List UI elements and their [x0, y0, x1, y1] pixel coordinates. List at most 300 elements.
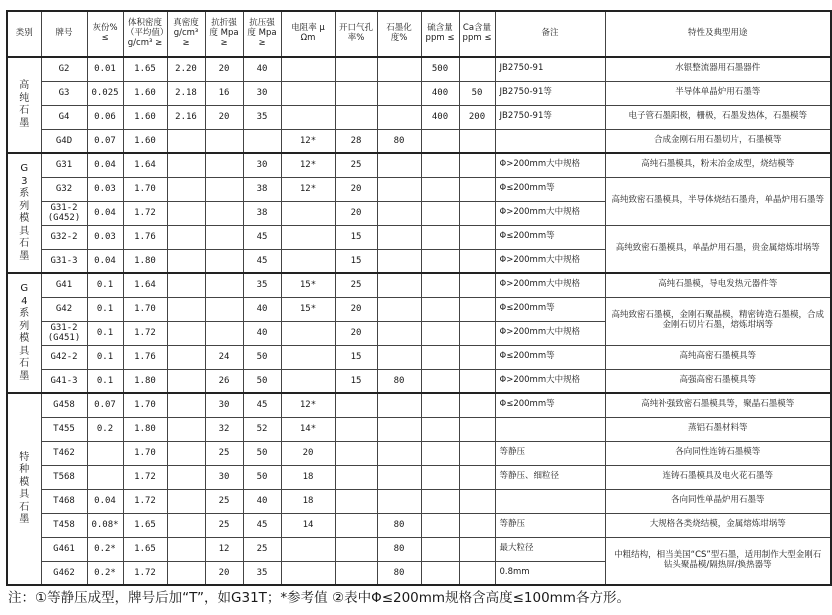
cell-true: [167, 465, 205, 489]
cell-bulk: 1.72: [123, 561, 167, 585]
cell-bulk: 1.65: [123, 537, 167, 561]
cell-ash: 0.04: [87, 153, 123, 177]
cell-graph: [377, 249, 421, 273]
cell-remark: Φ≤200mm等: [495, 225, 605, 249]
cell-grade: G461: [41, 537, 87, 561]
cell-graph: 80: [377, 369, 421, 393]
cell-res: [281, 321, 335, 345]
table-row: [7, 393, 831, 417]
cell-por: [335, 513, 377, 537]
cell-comp: 45: [243, 513, 281, 537]
cell-remark: JB2750-91等: [495, 81, 605, 105]
cell-bulk: 1.70: [123, 177, 167, 201]
cell-res: 18: [281, 489, 335, 513]
cell-por: 25: [335, 273, 377, 297]
cell-ca: 200: [459, 105, 495, 129]
header-true-density: 真密度 g/cm³ ≥: [167, 11, 205, 57]
cell-grade: T468: [41, 489, 87, 513]
cell-s: [421, 537, 459, 561]
cell-comp: 45: [243, 225, 281, 249]
cell-comp: [243, 129, 281, 153]
cell-por: 28: [335, 129, 377, 153]
cell-ash: 0.07: [87, 129, 123, 153]
cell-res: [281, 201, 335, 225]
cell-res: [281, 561, 335, 585]
cell-bulk: 1.72: [123, 489, 167, 513]
cell-s: [421, 273, 459, 297]
cell-res: 12*: [281, 177, 335, 201]
cell-graph: [377, 57, 421, 81]
cell-res: [281, 249, 335, 273]
table-body: [7, 57, 831, 585]
cell-grade: G2: [41, 57, 87, 81]
header-flexural-strength: 抗折强度 Mpa ≥: [205, 11, 243, 57]
table-row: [7, 513, 831, 537]
cell-true: [167, 441, 205, 465]
cell-flex: [205, 129, 243, 153]
cell-flex: 32: [205, 417, 243, 441]
cell-res: 15*: [281, 297, 335, 321]
cell-comp: 50: [243, 441, 281, 465]
cell-flex: [205, 177, 243, 201]
header-ash: 灰份% ≤: [87, 11, 123, 57]
cell-comp: 52: [243, 417, 281, 441]
cell-remark: [495, 129, 605, 153]
cell-remark: Φ≤200mm等: [495, 345, 605, 369]
cell-ash: 0.1: [87, 273, 123, 297]
cell-bulk: 1.60: [123, 129, 167, 153]
cell-true: [167, 129, 205, 153]
cell-s: [421, 441, 459, 465]
cell-comp: 40: [243, 297, 281, 321]
cell-por: 20: [335, 201, 377, 225]
usage-cell: 电子管石墨阳极，栅极，石墨发热体，石墨模等: [605, 105, 831, 129]
cell-flex: 20: [205, 105, 243, 129]
cell-remark: [495, 489, 605, 513]
usage-cell: 半导体单晶炉用石墨等: [605, 81, 831, 105]
cell-res: 12*: [281, 129, 335, 153]
cell-grade: T458: [41, 513, 87, 537]
cell-ca: [459, 297, 495, 321]
cell-res: [281, 57, 335, 81]
cell-s: [421, 225, 459, 249]
header-graphitization: 石墨化度%: [377, 11, 421, 57]
cell-true: [167, 513, 205, 537]
cell-por: [335, 105, 377, 129]
cell-flex: 30: [205, 465, 243, 489]
cell-res: 15*: [281, 273, 335, 297]
cell-res: [281, 225, 335, 249]
cell-comp: 40: [243, 489, 281, 513]
cell-true: [167, 297, 205, 321]
cell-remark: 0.8mm: [495, 561, 605, 585]
cell-por: [335, 417, 377, 441]
cell-ca: [459, 177, 495, 201]
cell-ash: 0.01: [87, 57, 123, 81]
cell-flex: [205, 153, 243, 177]
cell-comp: 35: [243, 561, 281, 585]
cell-bulk: 1.72: [123, 465, 167, 489]
usage-cell: 高纯补强致密石墨模具等，聚晶石墨模等: [605, 393, 831, 417]
cell-graph: [377, 105, 421, 129]
cell-ca: [459, 345, 495, 369]
cell-comp: 35: [243, 273, 281, 297]
cell-graph: [377, 81, 421, 105]
cell-s: [421, 489, 459, 513]
usage-cell: 高强高密石墨模具等: [605, 369, 831, 393]
cell-bulk: 1.72: [123, 321, 167, 345]
usage-cell: 蒸铝石墨材料等: [605, 417, 831, 441]
cell-s: [421, 177, 459, 201]
cell-por: 15: [335, 369, 377, 393]
cell-bulk: 1.80: [123, 369, 167, 393]
cell-bulk: 1.70: [123, 441, 167, 465]
cell-bulk: 1.70: [123, 393, 167, 417]
cell-flex: 25: [205, 513, 243, 537]
cell-por: [335, 57, 377, 81]
cell-ca: [459, 321, 495, 345]
cell-ash: 0.07: [87, 393, 123, 417]
cell-grade: G3: [41, 81, 87, 105]
cell-bulk: 1.64: [123, 153, 167, 177]
cell-true: [167, 153, 205, 177]
header-compressive-strength: 抗压强度 Mpa ≥: [243, 11, 281, 57]
usage-cell: 高纯致密石墨模具，半导体烧结石墨舟，单晶炉用石墨等: [605, 177, 831, 225]
table-row: [7, 177, 831, 201]
cell-remark: Φ>200mm大中规格: [495, 369, 605, 393]
graphite-specs-table: [6, 10, 832, 586]
cell-true: [167, 225, 205, 249]
cell-true: [167, 393, 205, 417]
cell-true: [167, 561, 205, 585]
cell-res: 14*: [281, 417, 335, 441]
cell-graph: [377, 225, 421, 249]
cell-flex: 20: [205, 561, 243, 585]
cell-comp: 50: [243, 345, 281, 369]
header-grade: 牌号: [41, 11, 87, 57]
cell-bulk: 1.65: [123, 513, 167, 537]
cell-ash: 0.025: [87, 81, 123, 105]
cell-ash: 0.03: [87, 177, 123, 201]
cell-por: [335, 441, 377, 465]
table-row: [7, 441, 831, 465]
cell-ca: [459, 441, 495, 465]
cell-grade: G31-2 (G452): [41, 201, 87, 225]
cell-comp: 50: [243, 369, 281, 393]
cell-true: 2.16: [167, 105, 205, 129]
cell-res: 12*: [281, 153, 335, 177]
cell-flex: 25: [205, 489, 243, 513]
cell-graph: 80: [377, 537, 421, 561]
cell-ash: 0.1: [87, 297, 123, 321]
cell-true: 2.18: [167, 81, 205, 105]
usage-cell: 高纯高密石墨模具等: [605, 345, 831, 369]
cell-ca: [459, 537, 495, 561]
cell-s: [421, 345, 459, 369]
cell-flex: 12: [205, 537, 243, 561]
cell-bulk: 1.80: [123, 249, 167, 273]
cell-comp: 40: [243, 57, 281, 81]
table-row: [7, 417, 831, 441]
cell-remark: JB2750-91: [495, 57, 605, 81]
cell-res: 20: [281, 441, 335, 465]
cell-grade: G31-3: [41, 249, 87, 273]
usage-cell: 高纯石墨模具，粉末冶金成型，烧结模等: [605, 153, 831, 177]
usage-cell: 高纯致密石墨模，金刚石聚晶模，精密铸造石墨模，合成金刚石切片石墨，熔炼坩埚等: [605, 297, 831, 345]
cell-por: 15: [335, 249, 377, 273]
cell-por: 15: [335, 225, 377, 249]
cell-por: 15: [335, 345, 377, 369]
cell-res: [281, 369, 335, 393]
cell-s: [421, 369, 459, 393]
cell-flex: 24: [205, 345, 243, 369]
cell-comp: 45: [243, 249, 281, 273]
cell-ash: 0.04: [87, 249, 123, 273]
usage-cell: 各向同性单晶炉用石墨等: [605, 489, 831, 513]
cell-por: [335, 561, 377, 585]
cell-flex: 30: [205, 393, 243, 417]
cell-ash: 0.1: [87, 369, 123, 393]
cell-graph: [377, 177, 421, 201]
cell-flex: 26: [205, 369, 243, 393]
cell-true: [167, 201, 205, 225]
usage-cell: 高纯致密石墨模具，单晶炉用石墨，贵金属熔炼坩埚等: [605, 225, 831, 273]
cell-comp: 35: [243, 105, 281, 129]
cell-remark: 最大粒径: [495, 537, 605, 561]
footnote: 注：①等静压成型，牌号后加“T”，如G31T；*参考值 ②表中Φ≤200mm规格含高度≤100mm各方形。: [8, 590, 630, 606]
cell-s: 500: [421, 57, 459, 81]
header-category: 类别: [7, 11, 41, 57]
cell-grade: G31: [41, 153, 87, 177]
cell-grade: G42-2: [41, 345, 87, 369]
cell-por: 20: [335, 297, 377, 321]
cell-por: [335, 489, 377, 513]
cell-s: [421, 513, 459, 537]
cell-graph: [377, 393, 421, 417]
cell-grade: G31-2 (G451): [41, 321, 87, 345]
cell-s: [421, 417, 459, 441]
cell-bulk: 1.76: [123, 225, 167, 249]
cell-grade: G32: [41, 177, 87, 201]
header-sulfur: 硫含量 ppm ≤: [421, 11, 459, 57]
cell-flex: 20: [205, 57, 243, 81]
header-usage: 特性及典型用途: [605, 11, 831, 57]
cell-graph: [377, 465, 421, 489]
cell-comp: 38: [243, 177, 281, 201]
cell-ca: [459, 129, 495, 153]
cell-por: 20: [335, 321, 377, 345]
cell-s: [421, 249, 459, 273]
cell-ash: 0.06: [87, 105, 123, 129]
cell-graph: [377, 417, 421, 441]
cell-ca: [459, 153, 495, 177]
header-calcium: Ca含量 ppm ≤: [459, 11, 495, 57]
table-row: [7, 57, 831, 81]
cell-bulk: 1.70: [123, 297, 167, 321]
cell-ash: 0.03: [87, 225, 123, 249]
cell-flex: [205, 201, 243, 225]
cell-grade: G42: [41, 297, 87, 321]
cell-true: [167, 177, 205, 201]
cell-ca: [459, 561, 495, 585]
cell-ash: 0.1: [87, 321, 123, 345]
cell-remark: Φ>200mm大中规格: [495, 153, 605, 177]
cell-true: [167, 537, 205, 561]
cell-ca: [459, 225, 495, 249]
usage-cell: 中粗结构，相当美国“CS”型石墨，适用制作大型金刚石钻头聚晶模/隔热屏/换热器等: [605, 537, 831, 585]
cell-ash: 0.2: [87, 417, 123, 441]
cell-s: [421, 465, 459, 489]
cell-bulk: 1.60: [123, 105, 167, 129]
cell-ca: [459, 369, 495, 393]
cell-s: [421, 153, 459, 177]
cell-graph: [377, 201, 421, 225]
cell-graph: [377, 297, 421, 321]
header-remark: 备注: [495, 11, 605, 57]
cell-true: [167, 345, 205, 369]
table-row: [7, 345, 831, 369]
cell-bulk: 1.60: [123, 81, 167, 105]
cell-graph: 80: [377, 561, 421, 585]
cell-s: 400: [421, 81, 459, 105]
cell-flex: [205, 273, 243, 297]
cell-ash: 0.2*: [87, 561, 123, 585]
cell-ash: [87, 441, 123, 465]
table-row: [7, 105, 831, 129]
cell-ca: [459, 249, 495, 273]
cell-flex: 16: [205, 81, 243, 105]
cell-res: 12*: [281, 393, 335, 417]
cell-comp: 45: [243, 393, 281, 417]
table-row: [7, 489, 831, 513]
header-resistivity: 电阻率 μ Ωm: [281, 11, 335, 57]
cell-ash: 0.04: [87, 201, 123, 225]
cell-remark: Φ≤200mm等: [495, 177, 605, 201]
cell-ca: [459, 273, 495, 297]
cell-true: [167, 249, 205, 273]
cell-bulk: 1.65: [123, 57, 167, 81]
table-row: [7, 297, 831, 321]
usage-cell: 水银整流器用石墨器件: [605, 57, 831, 81]
category-label: 高 纯 石 墨: [7, 57, 41, 153]
cell-graph: 80: [377, 513, 421, 537]
cell-remark: 等静压: [495, 441, 605, 465]
cell-remark: [495, 417, 605, 441]
cell-remark: Φ≤200mm等: [495, 393, 605, 417]
cell-comp: 25: [243, 537, 281, 561]
cell-bulk: 1.80: [123, 417, 167, 441]
cell-flex: [205, 297, 243, 321]
table-row: [7, 537, 831, 561]
cell-grade: G32-2: [41, 225, 87, 249]
cell-graph: [377, 345, 421, 369]
cell-comp: 38: [243, 201, 281, 225]
table-row: [7, 465, 831, 489]
cell-res: 18: [281, 465, 335, 489]
cell-s: [421, 561, 459, 585]
cell-ca: [459, 465, 495, 489]
cell-graph: [377, 441, 421, 465]
cell-true: [167, 417, 205, 441]
cell-ash: 0.1: [87, 345, 123, 369]
cell-ca: 50: [459, 81, 495, 105]
cell-true: [167, 321, 205, 345]
cell-res: [281, 345, 335, 369]
cell-s: [421, 393, 459, 417]
cell-remark: Φ>200mm大中规格: [495, 321, 605, 345]
header-porosity: 开口气孔率%: [335, 11, 377, 57]
cell-comp: 30: [243, 81, 281, 105]
cell-flex: [205, 321, 243, 345]
cell-true: 2.20: [167, 57, 205, 81]
cell-grade: G462: [41, 561, 87, 585]
cell-flex: 25: [205, 441, 243, 465]
cell-ca: [459, 393, 495, 417]
cell-remark: Φ≤200mm等: [495, 297, 605, 321]
cell-remark: Φ>200mm大中规格: [495, 201, 605, 225]
cell-por: [335, 393, 377, 417]
cell-res: [281, 537, 335, 561]
cell-flex: [205, 249, 243, 273]
cell-bulk: 1.72: [123, 201, 167, 225]
usage-cell: 高纯石墨模，导电发热元器件等: [605, 273, 831, 297]
cell-comp: 30: [243, 153, 281, 177]
cell-ash: 0.08*: [87, 513, 123, 537]
cell-grade: T462: [41, 441, 87, 465]
usage-cell: 各向同性连铸石墨模等: [605, 441, 831, 465]
cell-comp: 50: [243, 465, 281, 489]
cell-graph: [377, 489, 421, 513]
cell-graph: [377, 153, 421, 177]
cell-por: [335, 465, 377, 489]
usage-cell: 连铸石墨模具及电火花石墨等: [605, 465, 831, 489]
cell-ash: 0.04: [87, 489, 123, 513]
cell-bulk: 1.76: [123, 345, 167, 369]
cell-grade: T568: [41, 465, 87, 489]
cell-true: [167, 273, 205, 297]
cell-res: [281, 105, 335, 129]
cell-s: 400: [421, 105, 459, 129]
table-row: [7, 369, 831, 393]
cell-s: [421, 201, 459, 225]
table-row: [7, 81, 831, 105]
cell-s: [421, 129, 459, 153]
category-label: 特 种 模 具 石 墨: [7, 393, 41, 585]
cell-por: 25: [335, 153, 377, 177]
category-label: G 3 系 列 模 具 石 墨: [7, 153, 41, 273]
cell-grade: G41-3: [41, 369, 87, 393]
cell-grade: G41: [41, 273, 87, 297]
cell-remark: Φ>200mm大中规格: [495, 249, 605, 273]
category-label: G 4 系 列 模 具 石 墨: [7, 273, 41, 393]
cell-por: [335, 81, 377, 105]
cell-por: 20: [335, 177, 377, 201]
cell-ca: [459, 201, 495, 225]
cell-ca: [459, 57, 495, 81]
table-row: [7, 129, 831, 153]
cell-comp: 40: [243, 321, 281, 345]
table-row: [7, 273, 831, 297]
cell-bulk: 1.64: [123, 273, 167, 297]
cell-ca: [459, 513, 495, 537]
cell-grade: G4D: [41, 129, 87, 153]
cell-flex: [205, 225, 243, 249]
cell-s: [421, 321, 459, 345]
header-bulk-density: 体积密度（平均值）g/cm³ ≥: [123, 11, 167, 57]
usage-cell: 合成金刚石用石墨切片，石墨模等: [605, 129, 831, 153]
cell-ash: 0.2*: [87, 537, 123, 561]
cell-grade: G4: [41, 105, 87, 129]
